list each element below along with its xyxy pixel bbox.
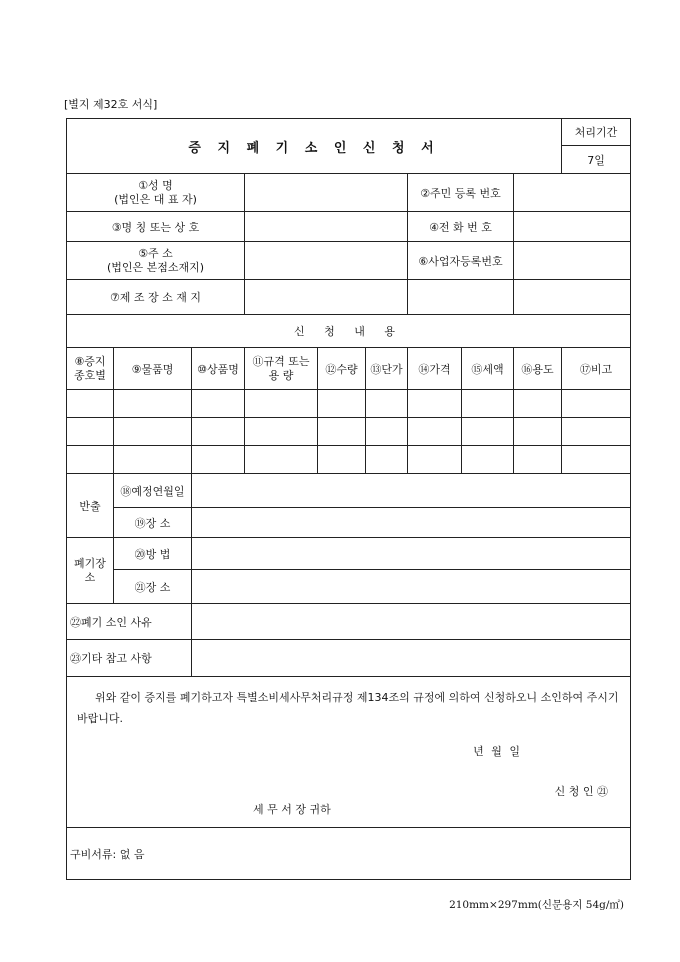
- carry-out-group-label: 반출: [67, 474, 114, 538]
- factory-label: ⑦제 조 장 소 재 지: [67, 280, 245, 315]
- col-header-use: ⑯용도: [514, 348, 562, 390]
- disposal-group-label: 폐기장소: [67, 538, 114, 604]
- name-label: ①성 명 (법인은 대 표 자): [67, 174, 245, 212]
- disposal-place-label: ㉑장 소: [114, 570, 192, 604]
- address-label: ⑤주 소 (법인은 본점소재지): [67, 242, 245, 280]
- business-no-label: ⑥사업자등록번호: [408, 242, 514, 280]
- declaration-block: [67, 677, 631, 828]
- factory-field-extra-2[interactable]: [514, 280, 631, 315]
- address-field[interactable]: [245, 242, 408, 280]
- disposal-method-label: ⑳방 법: [114, 538, 192, 570]
- table-row[interactable]: [67, 390, 631, 418]
- paper-size-note: 210mm×297mm(신문용지 54g/㎡): [449, 899, 624, 911]
- disposal-method-field[interactable]: [192, 538, 631, 570]
- trade-name-field[interactable]: [245, 212, 408, 242]
- business-no-field[interactable]: [514, 242, 631, 280]
- table-row[interactable]: [67, 418, 631, 446]
- application-form: [66, 118, 631, 880]
- col-header-spec: ⑪규격 또는 용 량: [245, 348, 318, 390]
- attachments-note: 구비서류: 없 음: [67, 828, 631, 880]
- tax-office-addressee: 세 무 서 장 귀하: [253, 803, 331, 816]
- rrn-label: ②주민 등록 번호: [408, 174, 514, 212]
- carry-out-date-label: ⑱예정연월일: [114, 474, 192, 508]
- rrn-field[interactable]: [514, 174, 631, 212]
- declaration-date: 년 월 일: [473, 745, 523, 758]
- phone-label: ④전 화 번 호: [408, 212, 514, 242]
- col-header-remarks: ⑰비고: [562, 348, 631, 390]
- declaration-text: 위와 같이 증지를 폐기하고자 특별소비세사무처리규정 제134조의 규정에 의하여 신청하오니 소인하여 주시기 바랍니다.: [77, 691, 619, 725]
- other-notes-field[interactable]: [192, 640, 631, 677]
- phone-field[interactable]: [514, 212, 631, 242]
- col-header-goods-name: ⑨물품명: [114, 348, 192, 390]
- form-number-label: [별지 제32호 서식]: [64, 98, 158, 111]
- factory-field[interactable]: [245, 280, 408, 315]
- applicant-signature-line: 신 청 인 ㉑: [554, 785, 609, 798]
- col-header-tax: ⑮세액: [462, 348, 514, 390]
- col-header-price: ⑭가격: [408, 348, 462, 390]
- col-header-stamp-type: ⑧증지 종호별: [67, 348, 114, 390]
- carry-out-place-field[interactable]: [192, 508, 631, 538]
- form-title: 증 지 폐 기 소 인 신 청 서: [67, 119, 562, 174]
- carry-out-date-field[interactable]: [192, 474, 631, 508]
- processing-period-label: 처리기간: [562, 119, 631, 146]
- section-title: 신 청 내 용: [67, 315, 631, 348]
- name-field[interactable]: [245, 174, 408, 212]
- other-notes-label: ㉓기타 참고 사항: [67, 640, 192, 677]
- table-row[interactable]: [67, 446, 631, 474]
- disposal-place-field[interactable]: [192, 570, 631, 604]
- processing-period-value: 7일: [562, 146, 631, 174]
- factory-field-extra[interactable]: [408, 280, 514, 315]
- col-header-unit-price: ⑬단가: [366, 348, 408, 390]
- col-header-quantity: ⑫수량: [318, 348, 366, 390]
- items-header-row: [67, 348, 631, 390]
- col-header-product-name: ⑩상품명: [192, 348, 245, 390]
- trade-name-label: ③명 칭 또는 상 호: [67, 212, 245, 242]
- reason-label: ㉒폐기 소인 사유: [67, 604, 192, 640]
- reason-field[interactable]: [192, 604, 631, 640]
- carry-out-place-label: ⑲장 소: [114, 508, 192, 538]
